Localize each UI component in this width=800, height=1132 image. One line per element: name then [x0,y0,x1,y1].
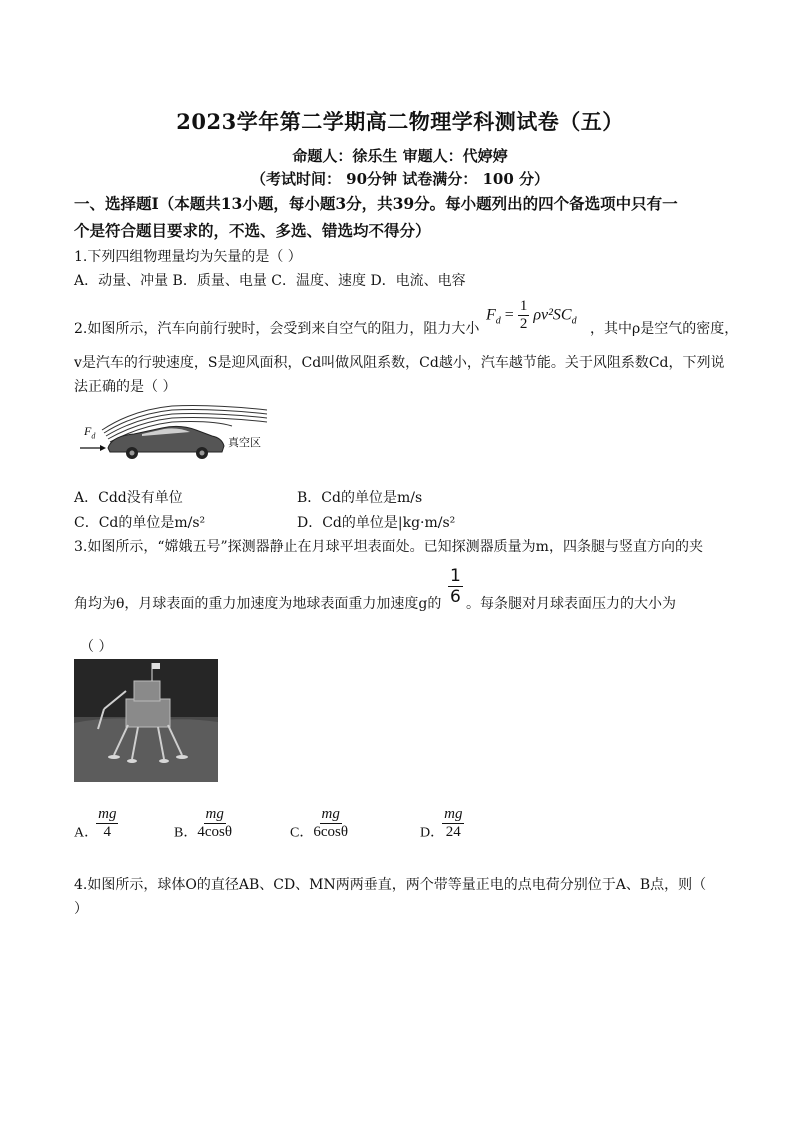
formula-num: 1 [518,298,530,316]
fraction-den: 6 [450,587,461,608]
vacuum-region-label: 真空区 [228,436,261,449]
formula-rhs-sub: d [571,315,577,327]
lander-image [74,659,218,782]
car-airflow-diagram [72,400,272,466]
formula-lhs: F [486,306,496,324]
formula-lhs-sub: d [495,315,501,327]
option-a-fraction: $\frac{mg}{4}$ [98,806,117,841]
formula-rhs: ρv²SC [533,306,572,324]
q3-stem-line2-b: 。每条腿对月球表面压力的大小为 [466,596,676,612]
force-label: $F_d$ [84,424,96,441]
formula-fraction [518,298,530,334]
q2-car-figure [72,400,272,466]
exam-info: （考试时间： 90分钟 试卷满分： 100 分） [250,170,550,188]
q3-option-d [420,806,464,842]
lander-photo [74,659,218,782]
formula-eq: = [504,306,514,324]
q2-option-c: C．Cd的单位是m/s² [74,515,206,531]
option-d-fraction: $\frac{mg}{24}$ [444,806,463,841]
q3-stem-line1: 3.如图所示，“嫦娥五号”探测器静止在月球平坦表面处。已知探测器质量为m，四条腿与竖直方向的夹 [74,539,703,555]
q1-stem: 1.下列四组物理量均为矢量的是（ ） [74,249,302,265]
q2-stem-b: ，其中ρ是空气的密度， [590,321,739,337]
option-b-fraction: $\frac{mg}{4\cos\theta}$ [197,806,233,841]
q2-stem-a: 2.如图所示，汽车向前行驶时，会受到来自空气的阻力，阻力大小 [74,321,480,337]
option-c-label: C． [290,825,314,841]
exam-title: 2023学年第二学期高二物理学科测试卷（五） [176,109,624,134]
q3-answer-paren: （ ） [80,639,113,655]
q2-option-b: B．Cd的单位是m/s [297,490,423,506]
q4-stem-line2: ） [74,901,88,917]
section-heading-line2: 个是符合题目要求的，不选、多选、错选均不得分） [74,221,431,240]
q4-stem-line1: 4.如图所示，球体O的直径AB、CD、MN两两垂直，两个带等量正电的点电荷分别位于A、B点，则（ [74,877,707,893]
author-line: 命题人：徐乐生 审题人：代婷婷 [292,147,508,165]
q3-option-a [74,806,118,842]
option-a-label: A． [74,825,99,841]
q2-stem-line2: v是汽车的行驶速度，S是迎风面积，Cd叫做风阻系数，Cd越小，汽车越节能。关于风阻系数Cd，下列说 [74,355,725,371]
formula-den: 2 [519,316,528,333]
q3-stem-line2-a: 角均为θ，月球表面的重力加速度为地球表面重力加速度g的 [74,596,442,612]
section-heading-line1: 一、选择题Ⅰ（本题共13小题，每小题3分，共39分。每小题列出的四个备选项中只有一 [74,194,678,213]
option-b-label: B． [174,825,198,841]
q3-option-c [290,806,350,842]
fraction-num: 1 [450,566,461,586]
q1-options: A．动量、冲量 B．质量、电量 C．温度、速度 D．电流、电容 [74,273,466,289]
q2-formula [486,298,577,334]
option-c-fraction: $\frac{mg}{6\cos\theta}$ [313,806,349,841]
q2-stem-line3: 法正确的是（ ） [74,379,177,395]
q2-option-a: A．Cdd没有单位 [74,490,183,506]
q3-stem-fraction [448,566,463,608]
q3-option-b [174,806,234,842]
option-d-label: D． [420,825,445,841]
q2-option-d: D．Cd的单位是|kg·m/s² [297,515,456,531]
